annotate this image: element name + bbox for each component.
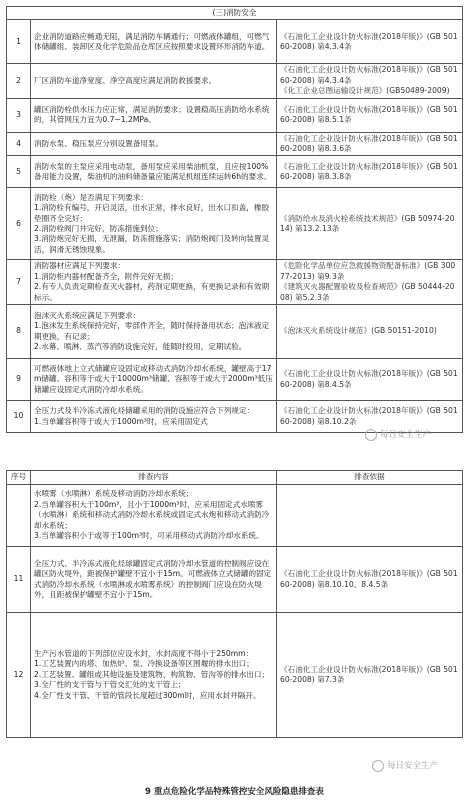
table-row — [7, 132, 463, 156]
row-number: 6 — [7, 188, 31, 260]
row-content: 全压力式及半冷冻式液化烃储罐采用的消防设施应符合下列规定： 1.当单罐容积等于或大于1000m³时，应采用固定式 — [31, 401, 277, 433]
row-number: 1 — [7, 20, 31, 64]
table-row — [7, 20, 463, 64]
row-content: 可燃液体地上立式储罐应设固定或移动式消防冷却水系统，罐壁高于17m储罐、容积等于或大于10000m³储罐、容积等于或大于2000m³低压储罐应设固定式消防冷却水系统。 — [31, 359, 277, 401]
table-row — [7, 305, 463, 359]
wechat-icon — [372, 760, 384, 772]
table-row — [7, 547, 463, 613]
row-content: 企业消防道路应畅通无阻，满足消防车辆通行；可燃液体罐组，可燃气体储罐组、装卸区及化学危险品仓库区应按照要求设置环形消防车道。 — [31, 20, 277, 64]
row-basis: 《石油化工企业设计防火标准(2018年版)》(GB 50160-2008) 第8.3.8条 — [277, 156, 463, 188]
row-basis — [277, 485, 463, 547]
row-number: 8 — [7, 305, 31, 359]
row-content: 生产污水管道的下列部位应设水封，水封高度不得小于250mm： 1.工艺装置内的塔、加热炉、泵、冷换设备等区围堰的排水出口； 2.工艺装置、罐组或其他设施及建筑物、构筑物、管沟等的排水出口； 3.全厂性的支干管与干管交汇处的支干管上； 4.全厂性支干管、干管的管段长度超过300m时，应用水封井隔开。 — [31, 613, 277, 738]
row-number: 2 — [7, 64, 31, 98]
row-content: 消防栓（炮）是否满足下列要求： 1.消防栓有编号，开启灵活，出水正常，排水良好，出水口扣盖，橡胶垫圈齐全完好； 2.消防栓阀门井完好，防冻措施到位； 3.消防炮完好无损，无泄漏，防冻措施落实；消防炮阀门及转向装置灵活，润滑无锈蚀现象。 — [31, 188, 277, 260]
watermark: 每日安全生产 — [372, 759, 438, 772]
row-basis: 《石油化工企业设计防火标准(2018年版)》(GB 50160-2008) 第4.3.4条 《化工企业总图运输设计规范》(GB50489-2009) — [277, 64, 463, 98]
table-row — [7, 613, 463, 738]
row-content: 全压力式、半冷冻式液化烃球罐固定式消防冷却水管道的控制阀应设在罐区防火堤外，距被保护罐壁不宜小于15m。可燃液体立式储罐的固定式消防冷却水系统（水喷淋或水喷雾系统）的控制阀门应设在防火堤外，且距被保护罐壁不宜小于15m。 — [31, 547, 277, 613]
row-content: 水喷雾（水喷淋）系统及移动消防冷却水系统； 2.当单罐容积大于100m³，且小于1000m³时，应采用固定式水喷雾（水喷淋）系统和移动式消防冷却水系统或固定式水炮和移动式消防冷却水系统； 3.当单罐容积小于或等于100m³时，可采用移动式消防冷却水系统。 — [31, 485, 277, 547]
hazard-table-part1 — [6, 6, 463, 433]
row-number: 10 — [7, 401, 31, 433]
row-basis: 《石油化工企业设计防火标准(2018年版)》(GB 50160-2008) 第8.4.5条 — [277, 359, 463, 401]
header-basis: 排查依据 — [277, 471, 463, 485]
row-number: 4 — [7, 132, 31, 156]
table-row — [7, 64, 463, 98]
table-row — [7, 98, 463, 132]
row-basis: 《石油化工企业设计防火标准(2018年版)》(GB 50160-2008) 第8.5.1条 — [277, 98, 463, 132]
section-title: (三)消防安全 — [7, 7, 463, 20]
row-content: 厂区消防车道净宽度、净空高度应满足消防救援要求。 — [31, 64, 277, 98]
row-basis: 《石油化工企业设计防火标准(2018年版)》(GB 50160-2008) 第8.10.10、8.4.5条 — [277, 547, 463, 613]
row-number: 9 — [7, 359, 31, 401]
page-footer: 9 重点危险化学品特殊管控安全风险隐患排查表 — [145, 787, 324, 797]
row-basis: 《石油化工企业设计防火标准(2018年版)》(GB 50160-2008) 第7.3条 — [277, 613, 463, 738]
row-basis: 《消防给水及消火栓系统技术规范》(GB 50974-2014) 第13.2.13条 — [277, 188, 463, 260]
row-basis: 《石油化工企业设计防火标准(2018年版)》(GB 50160-2008) 第8.10.2条 — [277, 401, 463, 433]
table-row — [7, 485, 463, 547]
wechat-icon — [365, 429, 377, 441]
table-row — [7, 156, 463, 188]
row-basis: 《石油化工企业设计防火标准(2018年版)》(GB 50160-2008) 第4.3.4条 — [277, 20, 463, 64]
row-basis: 《石油化工企业设计防火标准(2018年版)》(GB 50160-2008) 第8.3.6条 — [277, 132, 463, 156]
row-number: 3 — [7, 98, 31, 132]
hazard-table-part2 — [6, 470, 463, 738]
row-content: 消防水泵、稳压泵应分别设置备用泵。 — [31, 132, 277, 156]
row-number: 12 — [7, 613, 31, 738]
row-basis: 《泡沫灭火系统设计规范》(GB 50151-2010) — [277, 305, 463, 359]
row-number — [7, 485, 31, 547]
table-row — [7, 188, 463, 260]
row-basis: 《危险化学品单位应急救援物资配备标准》(GB 30077-2013) 第9.3条 《建筑灭火器配置验收及检查规范》(GB 50444-2008) 第5.2.3条 — [277, 260, 463, 305]
header-content: 排查内容 — [31, 471, 277, 485]
row-number: 7 — [7, 260, 31, 305]
row-content: 罐区消防栓供水压力应正常，满足消防要求；设置稳高压消防给水系统的，其管网压力宜为0.7~1.2MPa。 — [31, 98, 277, 132]
table-row — [7, 260, 463, 305]
header-number: 序号 — [7, 471, 31, 485]
row-number: 5 — [7, 156, 31, 188]
table-row — [7, 359, 463, 401]
row-content: 消防器材应满足下列要求： 1.消防柜内器材配备齐全，附件完好无损； 2.有专人负责定期检查灭火器材，药剂定期更换，有更换记录和有效期标示。 — [31, 260, 277, 305]
row-content: 泡沫灭火系统应满足下列要求： 1.泡沫发生系统保持完好，零部件齐全，随时保持备用状态；泡沫液定期更换，有记录； 2.水幕、喷淋、蒸汽等消防设施完好，能随时投用，定期试验。 — [31, 305, 277, 359]
row-number: 11 — [7, 547, 31, 613]
watermark: 每日安全生产 — [365, 428, 431, 441]
row-content: 消防水泵的主泵应采用电动泵，备用泵应采用柴油机泵，且应按100%备用能力设置，柴油机的油料储备量应能满足机组连续运转6h的要求。 — [31, 156, 277, 188]
